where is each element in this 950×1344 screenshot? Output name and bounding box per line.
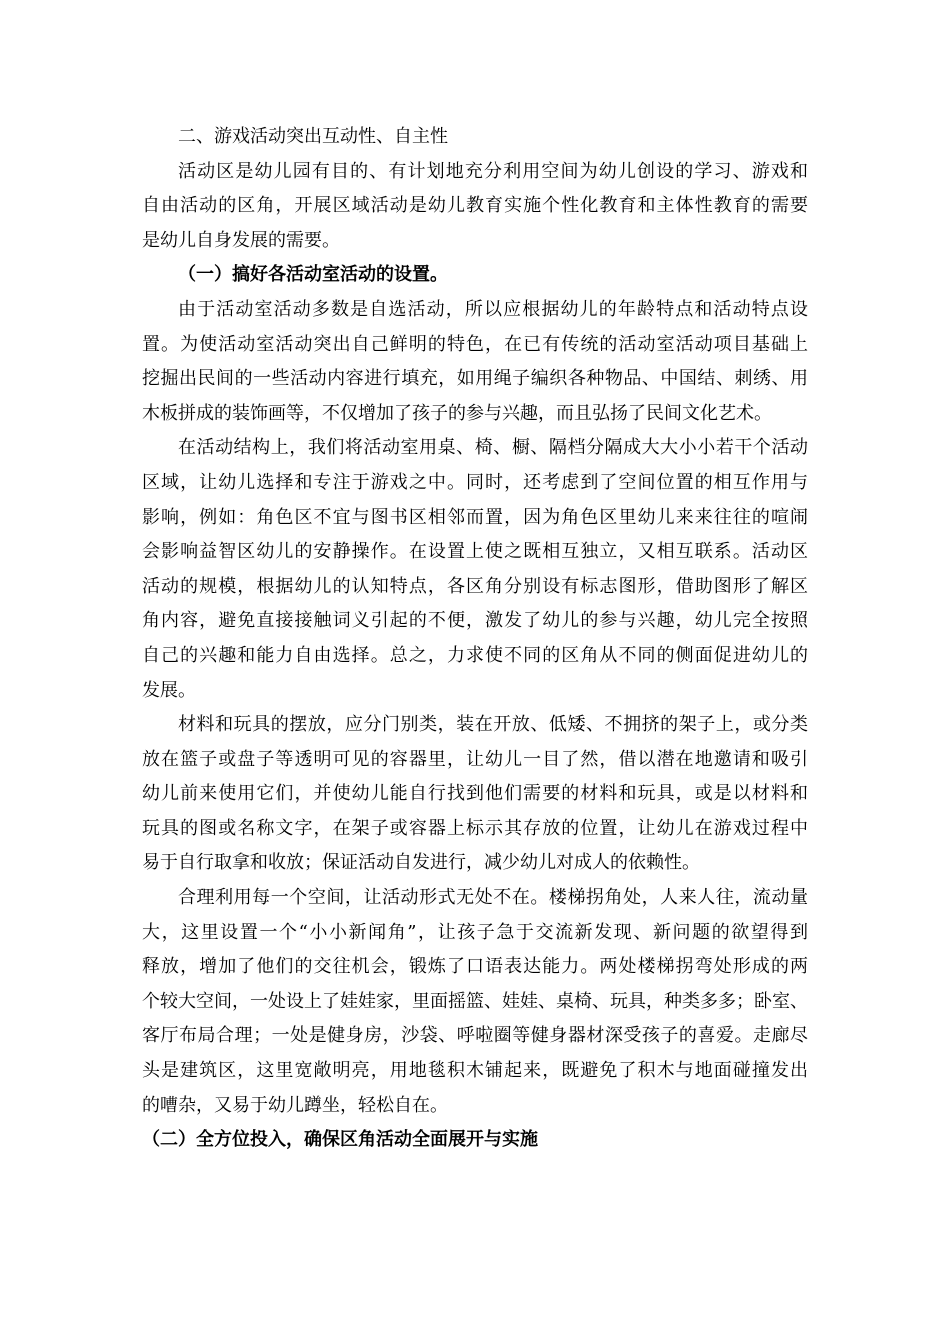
paragraph-line: 会影响益智区幼儿的安静操作。在设置上使之既相互独立，又相互联系。活动区: [142, 541, 808, 563]
paragraph-line: 活动区是幼儿园有目的、有计划地充分利用空间为幼儿创设的学习、游戏和: [178, 160, 808, 182]
paragraph-structure: [142, 431, 808, 708]
paragraph-line: 的嘈杂，又易于幼儿蹲坐，轻松自在。: [142, 1094, 448, 1116]
paragraph-space-use: [142, 881, 808, 1123]
paragraph-line: 由于活动室活动多数是自选活动，所以应根据幼儿的年龄特点和活动特点设: [178, 298, 808, 320]
paragraph-line: 玩具的图或名称文字，在架子或容器上标示其存放的位置，让幼儿在游戏过程中: [142, 817, 808, 839]
paragraph-line: 木板拼成的装饰画等，不仅增加了孩子的参与兴趣，而且弘扬了民间文化艺术。: [142, 402, 772, 424]
subheading-setup: （一）搞好各活动室活动的设置。: [178, 264, 448, 286]
paragraph-line: 自由活动的区角，开展区域活动是幼儿教育实施个性化教育和主体性教育的需要: [142, 195, 808, 217]
paragraph-line: 大，这里设置一个“小小新闻角”，让孩子急于交流新发现、新问题的欲望得到: [142, 921, 808, 943]
paragraph-line: 幼儿前来使用它们，并使幼儿能自行找到他们需要的材料和玩具，或是以材料和: [142, 783, 808, 805]
paragraph-line: 材料和玩具的摆放，应分门别类，装在开放、低矮、不拥挤的架子上，或分类: [178, 714, 808, 736]
paragraph-line: 在活动结构上，我们将活动室用桌、椅、橱、隔档分隔成大大小小若干个活动: [178, 437, 808, 459]
paragraph-line: 活动的规模，根据幼儿的认知特点，各区角分别设有标志图形，借助图形了解区: [142, 575, 808, 597]
paragraph-line: 释放，增加了他们的交往机会，锻炼了口语表达能力。两处楼梯拐弯处形成的两: [142, 956, 808, 978]
paragraph-line: 区域，让幼儿选择和专注于游戏之中。同时，还考虑到了空间位置的相互作用与: [142, 471, 808, 493]
paragraph-line: 挖掘出民间的一些活动内容进行填充，如用绳子编织各种物品、中国结、刺绣、用: [142, 368, 808, 390]
paragraph-line: 自己的兴趣和能力自由选择。总之，力求使不同的区角从不同的侧面促进幼儿的: [142, 644, 808, 666]
paragraph-setup-features: [142, 293, 808, 431]
paragraph-line: 影响，例如：角色区不宜与图书区相邻而置，因为角色区里幼儿来来往往的喧闹: [142, 506, 808, 528]
paragraph-line: 发展。: [142, 679, 196, 701]
paragraph-line: 易于自行取拿和收放；保证活动自发进行，减少幼儿对成人的依赖性。: [142, 852, 700, 874]
subheading-implementation: （二）全方位投入，确保区角活动全面展开与实施: [142, 1129, 538, 1151]
paragraph-line: 置。为使活动室活动突出自己鲜明的特色，在已有传统的活动室活动项目基础上: [142, 333, 808, 355]
paragraph-line: 放在篮子或盘子等透明可见的容器里，让幼儿一目了然，借以潜在地邀请和吸引: [142, 748, 808, 770]
paragraph-line: 合理利用每一个空间，让活动形式无处不在。楼梯拐角处，人来人往，流动量: [178, 887, 808, 909]
section-heading: 二、游戏活动突出互动性、自主性: [178, 126, 448, 147]
paragraph-intro: [142, 155, 808, 259]
paragraph-line: 客厅布局合理；一处是健身房，沙袋、呼啦圈等健身器材深受孩子的喜爱。走廊尽: [142, 1025, 808, 1047]
paragraph-line: 个较大空间，一处设上了娃娃家，里面摇篮、娃娃、桌椅、玩具，种类多多；卧室、: [142, 990, 808, 1012]
paragraph-line: 头是建筑区，这里宽敞明亮，用地毯积木铺起来，既避免了积木与地面碰撞发出: [142, 1060, 808, 1082]
document-body: [142, 120, 808, 1158]
paragraph-line: 是幼儿自身发展的需要。: [142, 229, 340, 251]
paragraph-materials: [142, 708, 808, 881]
paragraph-line: 角内容，避免直接接触词义引起的不便，激发了幼儿的参与兴趣，幼儿完全按照: [142, 610, 808, 632]
